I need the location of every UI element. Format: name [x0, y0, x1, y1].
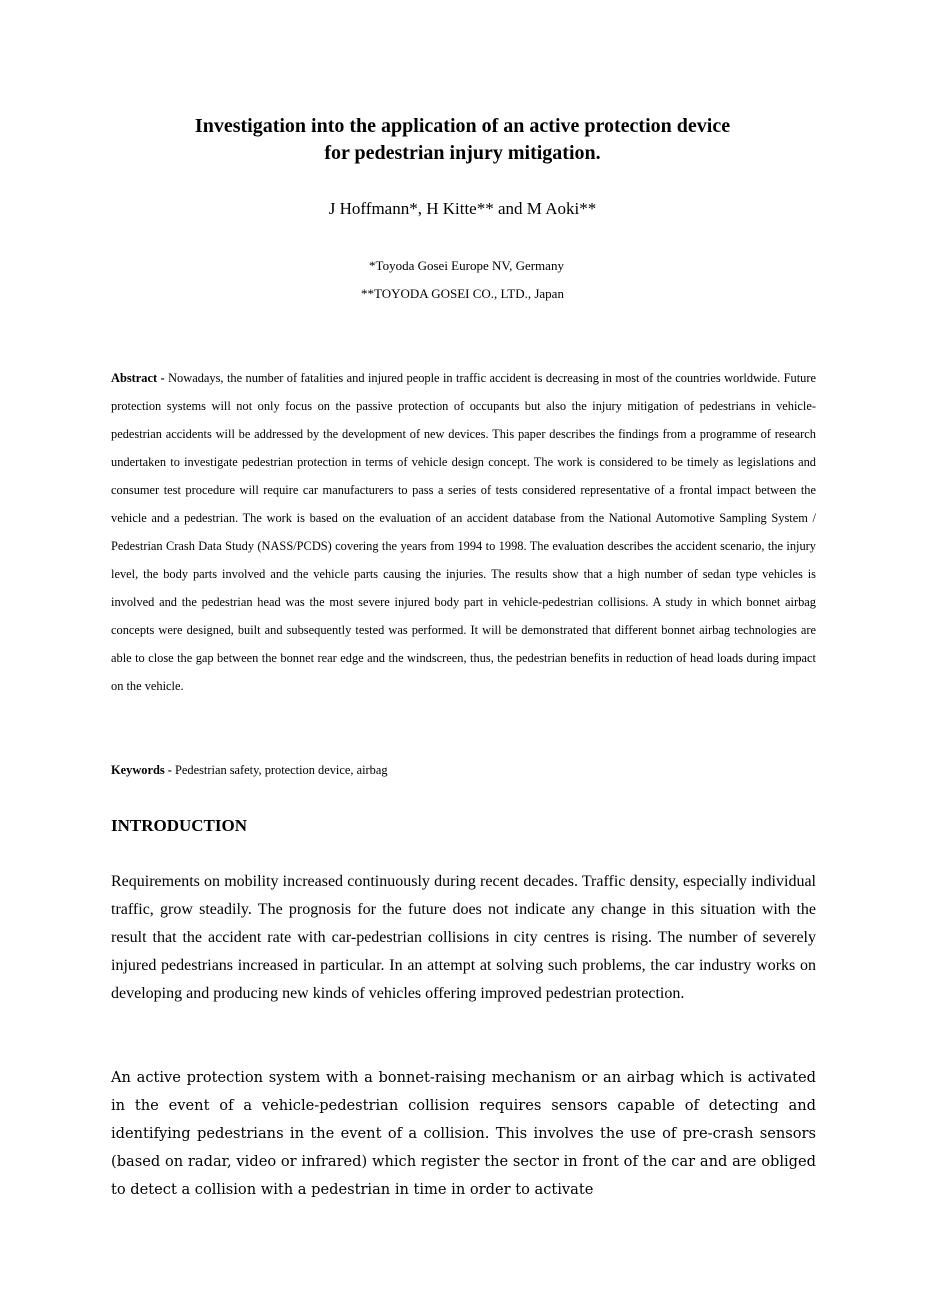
introduction-paragraph-2: An active protection system with a bonnet-raising mechanism or an airbag which is activated in the event of a vehicle-pedestrian collision requires sensors capable of detecting and identifying pedestrians in the event of a collision. This involves the use of pre-crash sensors (based on radar, video or infrared) which register the sector in front of the car and are obliged to detect a collision with a pedestrian in time in order to activate	[111, 1069, 816, 1198]
abstract-paragraph	[111, 364, 816, 700]
paper-title	[0, 113, 925, 167]
abstract-text: Nowadays, the number of fatalities and injured people in traffic accident is decreasing in most of the countries worldwide. Future protection systems will not only focus on the passive protection of occupants but also the injury mitigation of pedestrians in vehicle-pedestrian accidents will be addressed by the development of new devices. This paper describes the findings from a programme of research undertaken to investigate pedestrian protection in terms of vehicle design concept. The work is considered to be timely as legislations and consumer test procedure will require car manufacturers to pass a series of tests considered representative of a frontal impact between the vehicle and a pedestrian. The work is based on the evaluation of an accident database from the National Automotive Sampling System / Pedestrian Crash Data Study (NASS/PCDS) covering the years from 1994 to 1998. The evaluation describes the accident scenario, the injury level, the body parts involved and the vehicle parts causing the injuries. The results show that a high number of sedan type vehicles is involved and the pedestrian head was the most severe injured body part in vehicle-pedestrian collisions. A study in which bonnet airbag concepts were designed, built and subsequently tested was performed. It will be demonstrated that different bonnet airbag technologies are able to close the gap between the bonnet rear edge and the windscreen, thus, the pedestrian benefits in reduction of head loads during impact on the vehicle.	[111, 371, 816, 693]
title-line-1: Investigation into the application of an active protection device	[194, 115, 731, 137]
author-list: J Hoffmann*, H Kitte** and M Aoki**	[328, 199, 597, 218]
keywords-text: Pedestrian safety, protection device, airbag	[171, 763, 388, 777]
affiliation-japan: **TOYODA GOSEI CO., LTD., Japan	[361, 286, 564, 301]
introduction-paragraph-1: Requirements on mobility increased continuously during recent decades. Traffic density, especially individual traffic, grow steadily. The prognosis for the future does not indicate any change in this situation with the result that the accident rate with car-pedestrian collisions in city centres is rising. The number of severely injured pedestrians increased in particular. In an attempt at solving such problems, the car industry works on developing and producing new kinds of vehicles offering improved pedestrian protection.	[111, 873, 816, 1002]
abstract-label: Abstract -	[111, 371, 165, 385]
keywords-label: Keywords -	[111, 763, 172, 777]
keywords-line	[111, 756, 388, 784]
section-heading-introduction: INTRODUCTION	[111, 816, 248, 835]
title-line-2: for pedestrian injury mitigation.	[324, 142, 601, 164]
affiliation-europe: *Toyoda Gosei Europe NV, Germany	[369, 258, 564, 273]
